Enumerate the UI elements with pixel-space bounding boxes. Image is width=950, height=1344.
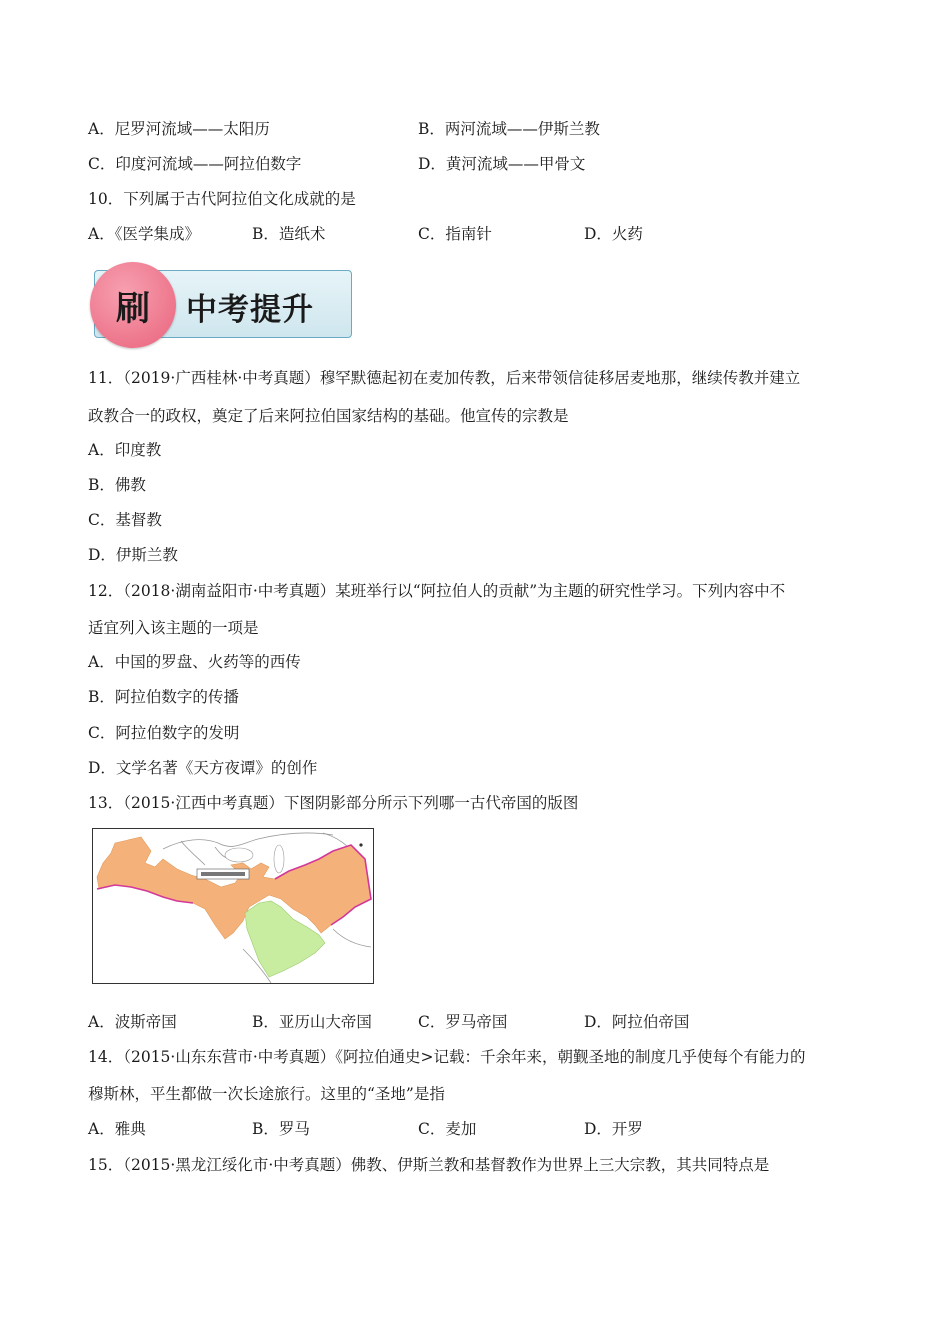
caspian-sea <box>274 845 284 873</box>
q10-option-c[interactable]: C．指南针 <box>418 225 492 243</box>
q12-stem-line-2: 适宜列入该主题的一项是 <box>88 619 259 637</box>
q11-option-b[interactable]: B．佛教 <box>88 476 146 494</box>
q12-option-b[interactable]: B．阿拉伯数字的传播 <box>88 688 239 706</box>
europe-coastline <box>163 833 333 849</box>
q13-option-a[interactable]: A．波斯帝国 <box>88 1013 177 1031</box>
banner-title: 中考提升 <box>186 292 314 328</box>
q9-option-c[interactable]: C．印度河流域——阿拉伯数字 <box>88 155 302 173</box>
q14-option-d[interactable]: D．开罗 <box>584 1120 643 1138</box>
empire-map <box>92 828 374 984</box>
q13-option-d[interactable]: D．阿拉伯帝国 <box>584 1013 690 1031</box>
q14-option-c[interactable]: C．麦加 <box>418 1120 477 1138</box>
q13-stem: 13．（2015·江西中考真题）下图阴影部分所示下列哪一古代帝国的版图 <box>88 794 579 812</box>
empire-map-svg <box>93 829 373 983</box>
map-label-glyphs <box>201 872 245 876</box>
q14-option-b[interactable]: B．罗马 <box>252 1120 310 1138</box>
q10-option-d[interactable]: D．火药 <box>584 225 643 243</box>
q9-option-b[interactable]: B．两河流域——伊斯兰教 <box>418 120 600 138</box>
q14-option-a[interactable]: A．雅典 <box>88 1120 146 1138</box>
q9-option-d[interactable]: D．黄河流域——甲骨文 <box>418 155 586 173</box>
italy-outline <box>181 841 205 865</box>
q11-option-d[interactable]: D．伊斯兰教 <box>88 546 178 564</box>
q14-stem-line-1: 14．（2015·山东东营市·中考真题）《阿拉伯通史>记载：千余年来，朝觐圣地的制度几乎使每个有能力的 <box>88 1048 806 1066</box>
q11-option-c[interactable]: C．基督教 <box>88 511 162 529</box>
section-banner <box>90 262 352 346</box>
q13-option-b[interactable]: B．亚历山大帝国 <box>252 1013 372 1031</box>
banner-badge <box>90 262 176 348</box>
q12-option-a[interactable]: A．中国的罗盘、火药等的西传 <box>88 653 301 671</box>
q10-option-b[interactable]: B．造纸术 <box>252 225 326 243</box>
q12-option-c[interactable]: C．阿拉伯数字的发明 <box>88 724 240 742</box>
q11-stem-line-2: 政教合一的政权，奠定了后来阿拉伯国家结构的基础。他宣传的宗教是 <box>88 407 569 425</box>
q10-option-a[interactable]: A．《医学集成》 <box>88 225 200 243</box>
q14-stem-line-2: 穆斯林，平生都做一次长途旅行。这里的“圣地”是指 <box>88 1085 445 1103</box>
india-outline <box>333 929 371 947</box>
q12-option-d[interactable]: D．文学名著《天方夜谭》的创作 <box>88 759 318 777</box>
black-sea <box>225 848 253 862</box>
q13-option-c[interactable]: C．罗马帝国 <box>418 1013 508 1031</box>
banner-badge-text: 刷 <box>116 288 150 329</box>
q10-stem: 10．下列属于古代阿拉伯文化成就的是 <box>88 190 356 208</box>
q15-stem: 15．（2015·黑龙江绥化市·中考真题）佛教、伊斯兰教和基督教作为世界上三大宗教，其共同特点是 <box>88 1156 770 1174</box>
q9-option-a[interactable]: A．尼罗河流域——太阳历 <box>88 120 270 138</box>
q11-stem-line-1: 11．（2019·广西桂林·中考真题）穆罕默德起初在麦加传教，后来带领信徒移居麦地那，继续传教并建立 <box>88 369 801 387</box>
q11-option-a[interactable]: A．印度教 <box>88 441 162 459</box>
q12-stem-line-1: 12．（2018·湖南益阳市·中考真题）某班举行以“阿拉伯人的贡献”为主题的研究性学习。下列内容中不 <box>88 582 786 600</box>
map-marker <box>359 843 362 846</box>
